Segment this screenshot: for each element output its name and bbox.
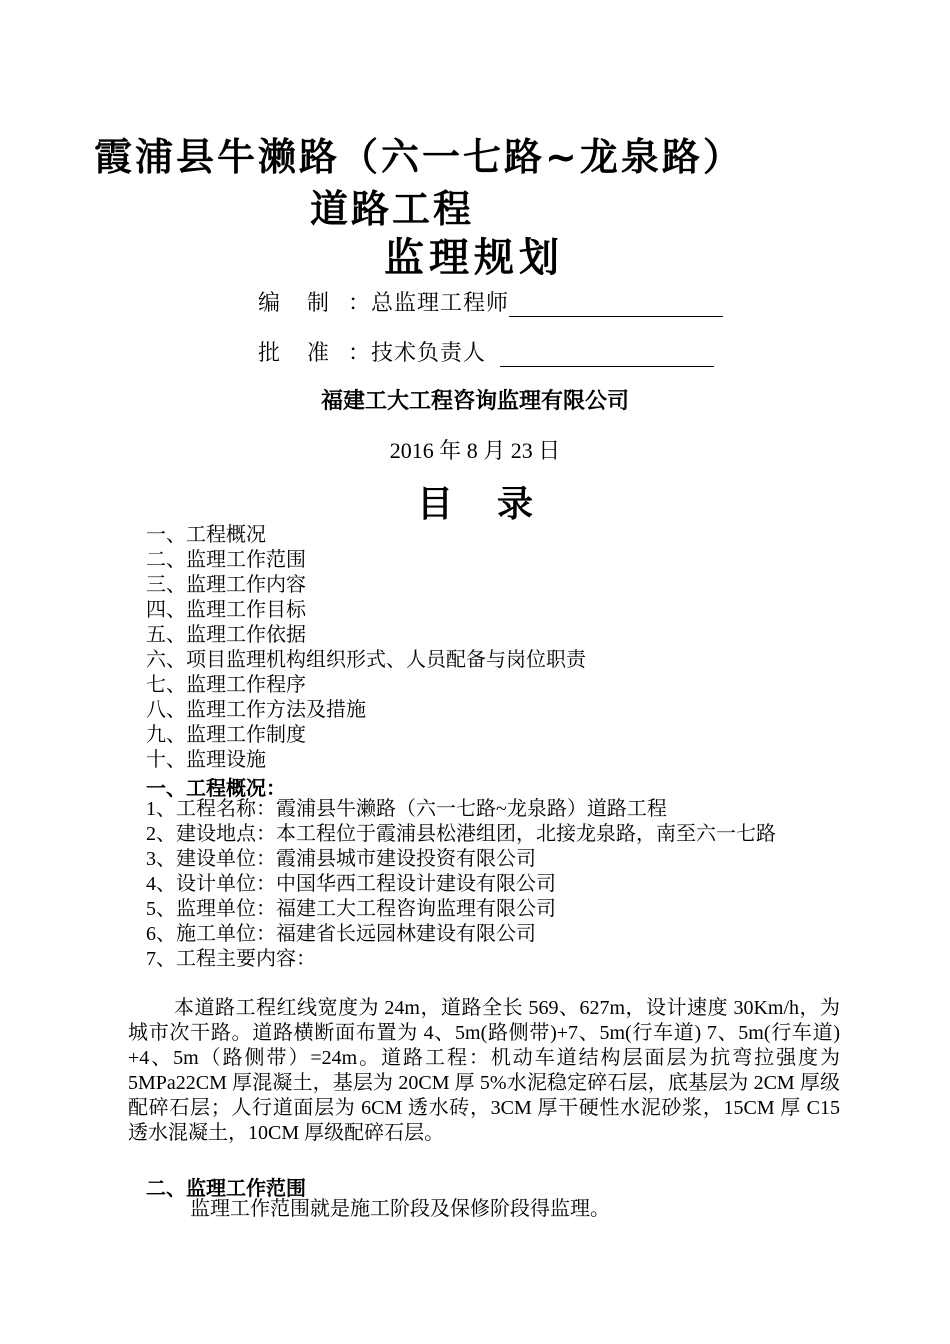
compile-signature-row	[258, 286, 723, 317]
toc-item: 一、工程概况	[146, 524, 266, 546]
section2-heading: 二、监理工作范围	[146, 1176, 306, 1200]
document-title-line2: 道路工程	[310, 187, 475, 231]
section2-paragraph: 监理工作范围就是施工阶段及保修阶段得监理。	[190, 1198, 610, 1220]
document-title-line1: 霞浦县牛濑路（六一七路~龙泉路）	[94, 135, 744, 179]
toc-item: 六、项目监理机构组织形式、人员配备与岗位职责	[146, 649, 586, 671]
approve-label: 批 准	[258, 341, 339, 366]
project-info-list	[146, 797, 856, 972]
compile-label: 编 制	[258, 291, 339, 316]
toc-item: 七、监理工作程序	[146, 674, 306, 696]
toc-item: 三、监理工作内容	[146, 574, 306, 596]
document-date: 2016 年 8 月 23 日	[389, 438, 561, 463]
info-item: 1、工程名称：霞浦县牛濑路（六一七路~龙泉路）道路工程	[146, 798, 667, 820]
approve-signature-row	[258, 336, 714, 367]
compile-signature-line	[509, 294, 723, 317]
section1-heading: 一、工程概况：	[146, 776, 286, 800]
approve-signature-line	[500, 344, 714, 367]
toc-item: 十、监理设施	[146, 749, 266, 771]
info-item: 4、设计单位：中国华西工程设计建设有限公司	[146, 873, 556, 895]
compile-value: ：总监理工程师	[348, 291, 510, 316]
table-of-contents	[146, 523, 586, 773]
document-title-line3: 监理规划	[384, 235, 564, 281]
toc-title: 目录	[416, 484, 577, 525]
toc-item: 五、监理工作依据	[146, 624, 306, 646]
info-item: 5、监理单位：福建工大工程咨询监理有限公司	[146, 898, 556, 920]
toc-item: 九、监理工作制度	[146, 724, 306, 746]
company-name: 福建工大工程咨询监理有限公司	[320, 389, 629, 414]
info-item: 7、工程主要内容：	[146, 948, 316, 970]
toc-item: 四、监理工作目标	[146, 599, 306, 621]
info-item: 6、施工单位：福建省长远园林建设有限公司	[146, 923, 536, 945]
info-item: 3、建设单位：霞浦县城市建设投资有限公司	[146, 848, 536, 870]
info-item: 2、建设地点：本工程位于霞浦县松港组团，北接龙泉路，南至六一七路	[146, 823, 776, 845]
toc-item: 二、监理工作范围	[146, 549, 306, 571]
approve-value: ：技术负责人	[348, 341, 487, 366]
project-description-paragraph: 本道路工程红线宽度为 24m，道路全长 569、627m，设计速度 30Km/h，为城市次干路。道路横断面布置为 4、5m(路侧带)+7、5m(行车道) 7、5m(行车道) +4、5m（路侧带）=24m。道路工程：机动车道结构层面层为抗弯拉强度为 5MPa22CM 厚混凝土，基层为 20CM 厚 5%水泥稳定碎石层，底基层为 2CM 厚级配碎石层；人行道面层为 6CM 透水砖，3CM 厚干硬性水泥砂浆，15CM 厚 C15 透水混凝土，10CM 厚级配碎石层。	[128, 997, 840, 1144]
toc-item: 八、监理工作方法及措施	[146, 699, 366, 721]
